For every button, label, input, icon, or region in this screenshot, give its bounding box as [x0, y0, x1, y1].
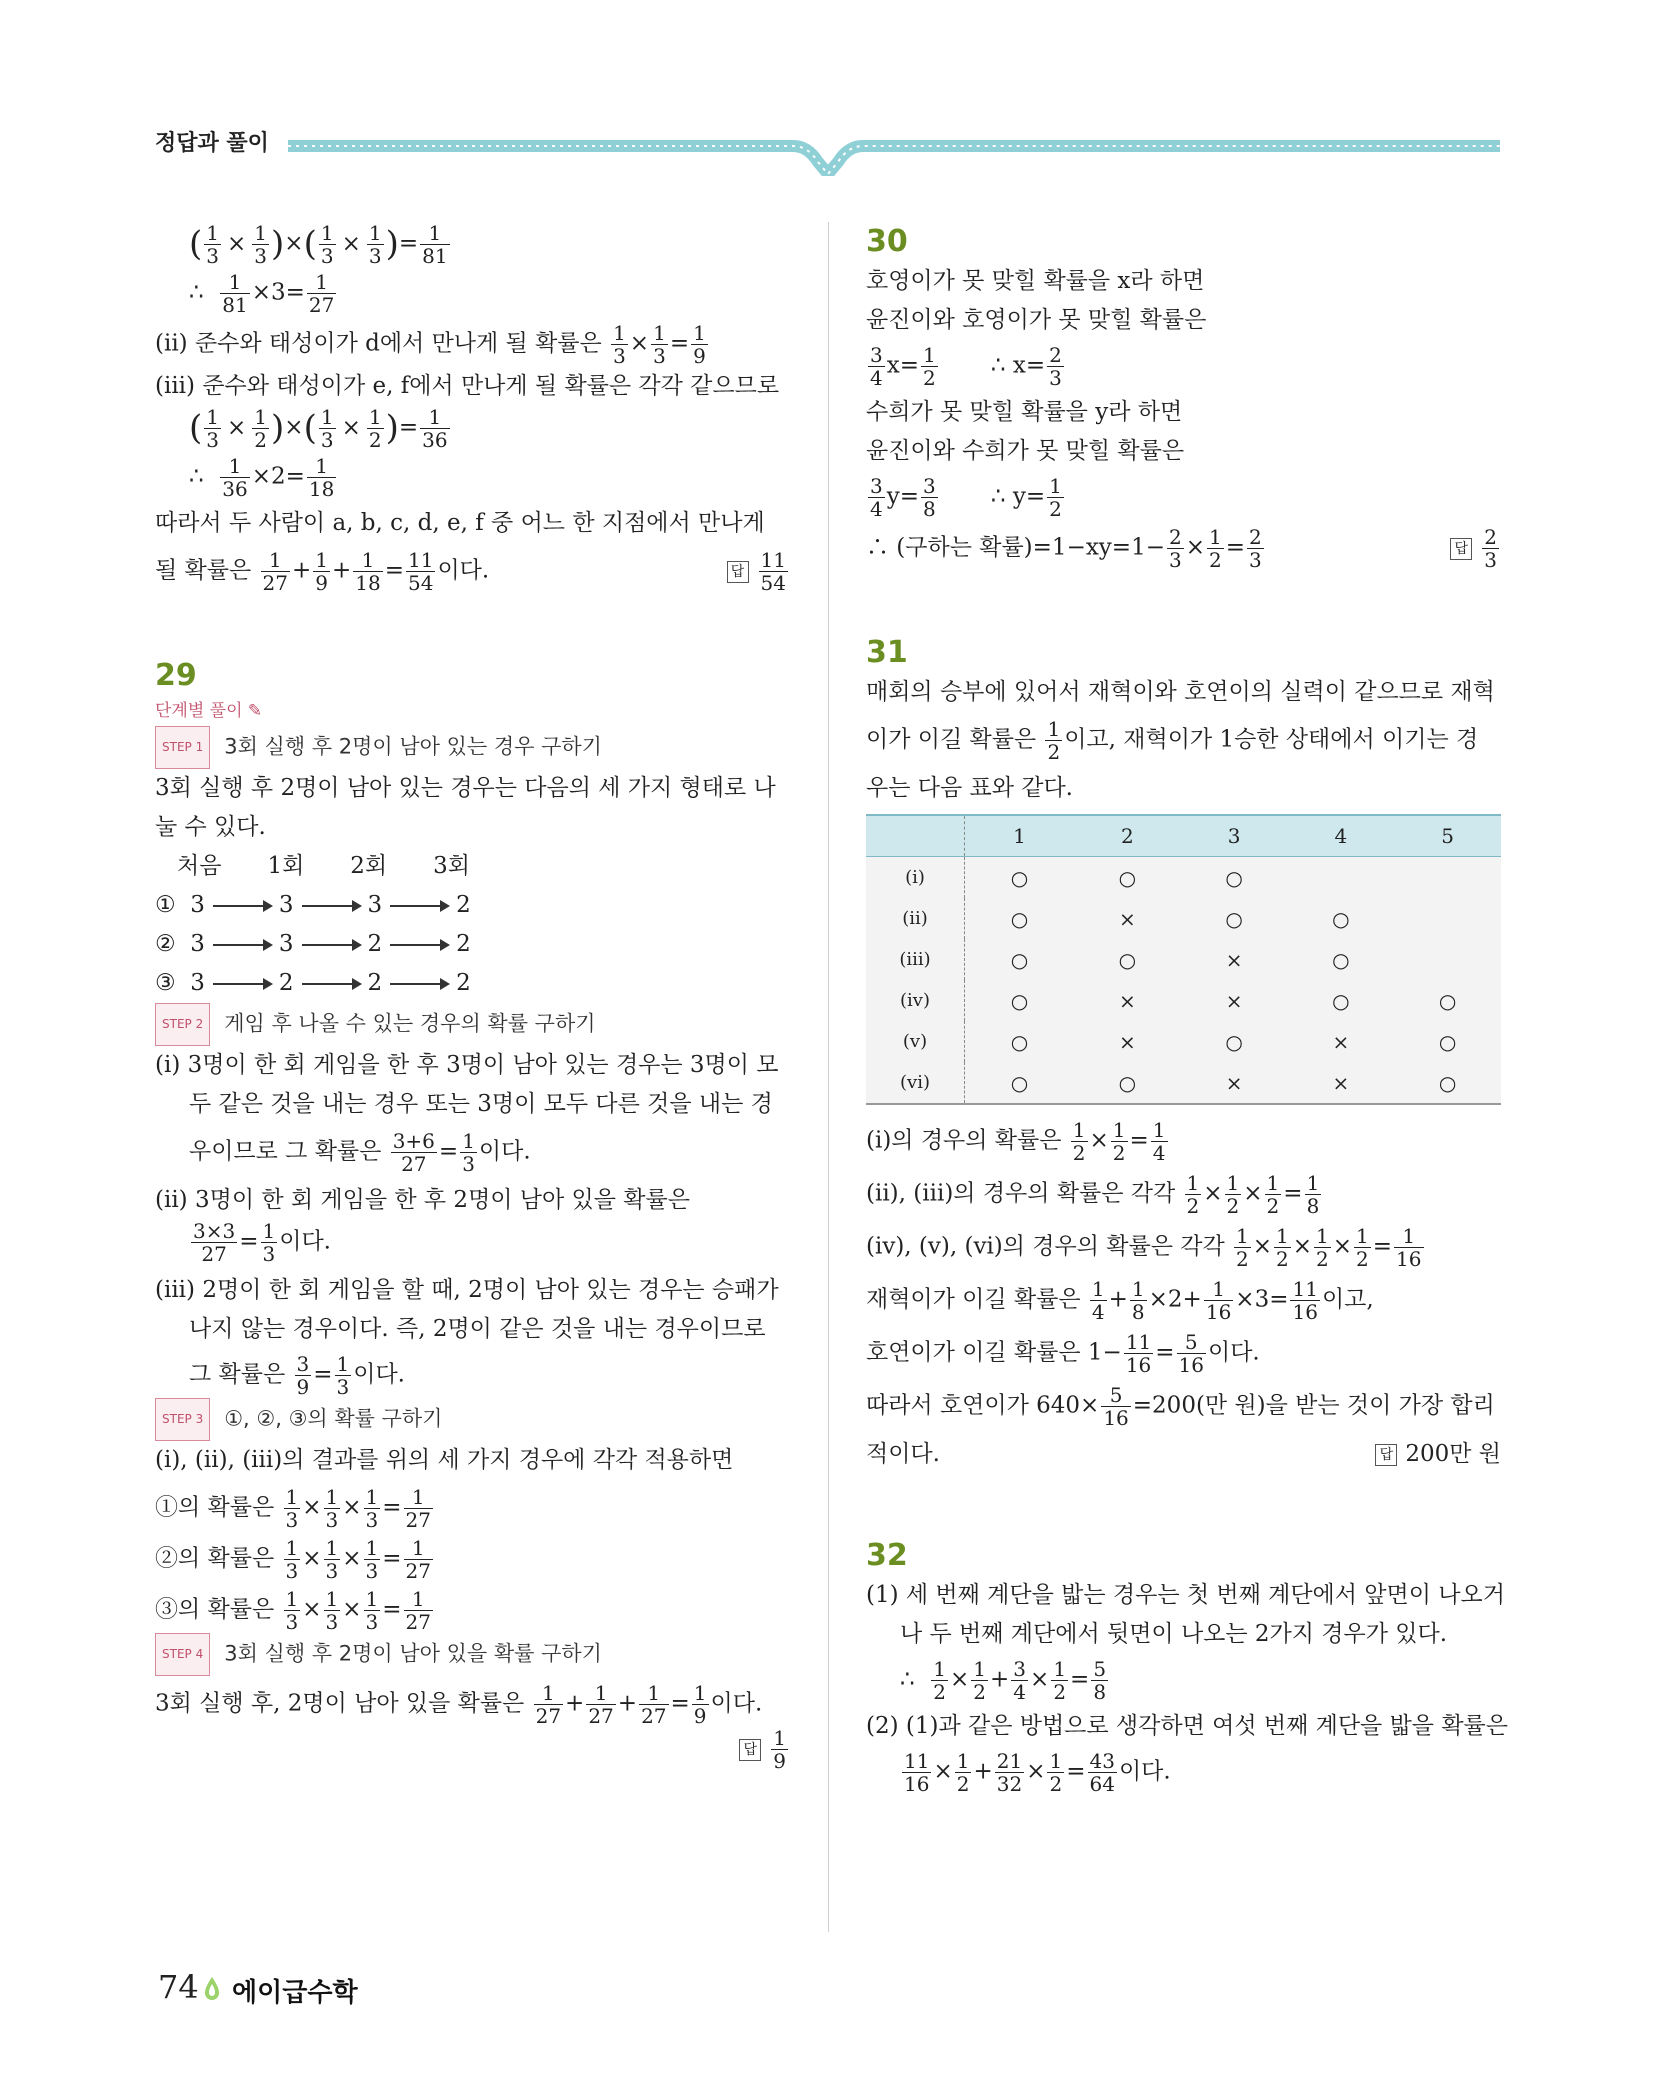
table-cell: ○: [1181, 898, 1288, 939]
table-cell: (ii): [866, 898, 965, 939]
answer-29: 답 $\frac{1}{9}$: [739, 1727, 790, 1772]
table-header-cell: 1: [965, 815, 1074, 857]
text-line: 이가 이길 확률은 $\frac{1}{2}$ 이고, 재혁이가 1승한 상태에서 이기는 경: [866, 717, 1479, 764]
step-badge: STEP 3: [155, 1398, 210, 1441]
problem-number-32: 32: [866, 1538, 908, 1573]
table-cell: ×: [1074, 898, 1181, 939]
text-line: 매회의 승부에 있어서 재혁이와 호연이의 실력이 같으므로 재혁: [866, 679, 1495, 705]
text-line: 우는 다음 표와 같다.: [866, 775, 1073, 801]
case-row: ② 3 3 2 2: [155, 931, 471, 957]
eq-line: 재혁이가 이길 확률은 $\frac{1}{4}$ + $\frac{1}{8}$ ×2+ $\frac{1}{16}$ ×3= $\frac{11}{16}$ 이고,: [866, 1277, 1374, 1324]
table-cell: ×: [1181, 980, 1288, 1021]
answer-28: 답 $\frac{11}{54}$: [727, 549, 790, 594]
eq-line: ∴ (구하는 확률)=1−xy=1− $\frac{2}{3}$ × $\frac{1}{2}$ = $\frac{2}{3}$ 답 $\frac{2}{3}$: [866, 526, 1501, 571]
text-line: 그 확률은 $\frac{3}{9}$ = $\frac{1}{3}$ 이다.: [189, 1352, 405, 1399]
right-column: [866, 222, 1508, 1796]
win-case-table: [866, 814, 1501, 1105]
table-cell: ○: [965, 939, 1074, 980]
text-line: (ii) 준수와 태성이가 d에서 만나게 될 확률은 $\frac{1}{3}$ × $\frac{1}{3}$ = $\frac{1}{9}$: [155, 321, 706, 368]
text-line: 3회 실행 후 2명이 남아 있는 경우는 다음의 세 가지 형태로 나: [155, 775, 776, 801]
text-line: (2) (1)과 같은 방법으로 생각하면 여섯 번째 계단을 밟을 확률은: [866, 1713, 1508, 1739]
eq-line: 3회 실행 후, 2명이 남아 있을 확률은 $\frac{1}{27}$ + $\frac{1}{27}$ + $\frac{1}{27}$ = $\frac{1}{9}$ 이다.: [155, 1681, 763, 1728]
step-solution-label: 단계별 풀이 ✎: [155, 701, 263, 721]
text-line: 윤진이와 호영이가 못 맞힐 확률은: [866, 307, 1207, 333]
table-header-cell: 4: [1287, 815, 1394, 857]
arrow-icon: [213, 944, 271, 946]
text-line: (i) 3명이 한 회 게임을 한 후 3명이 남아 있는 경우는 3명이 모: [155, 1052, 779, 1078]
eq-line: $\frac{3}{4}$ y= $\frac{3}{8}$ ∴ y= $\frac{1}{2}$: [870, 474, 1062, 521]
arrow-icon: [213, 983, 271, 985]
step-badge: STEP 1: [155, 726, 210, 769]
text-line: (ii) 3명이 한 회 게임을 한 후 2명이 남아 있을 확률은: [155, 1187, 690, 1213]
table-cell: ○: [1287, 980, 1394, 1021]
text-line: 눌 수 있다.: [155, 814, 266, 840]
table-cell: ○: [965, 1062, 1074, 1104]
table-cell: ×: [1287, 1021, 1394, 1062]
arrow-icon: [302, 983, 360, 985]
arrow-icon: [390, 944, 448, 946]
eq-line: 따라서 호연이가 640× $\frac{5}{16}$ =200(만 원)을 받는 것이 가장 합리: [866, 1383, 1495, 1430]
table-cell: ○: [1074, 857, 1181, 899]
answer-31: 답 200만 원: [1375, 1435, 1501, 1474]
eq-line: (ii), (iii)의 경우의 확률은 각각 $\frac{1}{2}$ × $\frac{1}{2}$ × $\frac{1}{2}$ = $\frac{1}{8}$: [866, 1171, 1320, 1218]
eq-line: $\frac{11}{16}$ × $\frac{1}{2}$ + $\frac{21}{32}$ × $\frac{1}{2}$ = $\frac{43}{64}$ 이다.: [904, 1749, 1171, 1796]
problem-number-31: 31: [866, 635, 908, 670]
text-line: 호영이가 못 맞힐 확률을 x라 하면: [866, 268, 1205, 294]
arrow-icon: [213, 905, 271, 907]
left-column: [155, 222, 790, 1779]
table-cell: [1287, 857, 1394, 899]
table-cell: ○: [1181, 857, 1288, 899]
case-row: ③ 3 2 2 2: [155, 970, 471, 996]
table-cell: ×: [1181, 939, 1288, 980]
table-header-cell: [866, 815, 965, 857]
step-heading: STEP 4 3회 실행 후 2명이 남아 있을 확률 구하기: [155, 1633, 790, 1676]
step-badge: STEP 2: [155, 1003, 210, 1046]
table-row: [866, 1062, 1501, 1104]
arrow-icon: [390, 983, 448, 985]
table-cell: ○: [965, 857, 1074, 899]
header-rule: [288, 126, 1500, 176]
table-header-row: [866, 815, 1501, 857]
eq-line: ( $\frac{1}{3}$ × $\frac{1}{2}$ )×( $\frac{1}{3}$ × $\frac{1}{2}$ )= $\frac{1}{36}$: [189, 405, 448, 452]
step-heading: STEP 2 게임 후 나올 수 있는 경우의 확률 구하기: [155, 1003, 790, 1046]
stage-header: 처음 1회 2회 3회: [177, 853, 471, 879]
answer-mark-icon: 답: [1375, 1444, 1397, 1466]
text-line: 될 확률은 $\frac{1}{27}$ + $\frac{1}{9}$ + $\frac{1}{18}$ = $\frac{11}{54}$ 이다. 답 $\frac{11}{54}$: [155, 549, 790, 594]
table-cell: ○: [1394, 1021, 1501, 1062]
table-header-cell: 5: [1394, 815, 1501, 857]
text-line: 나지 않는 경우이다. 즉, 2명이 같은 것을 내는 경우이므로: [189, 1316, 766, 1342]
table-cell: (i): [866, 857, 965, 899]
answer-row: [155, 1727, 790, 1779]
table-cell: (vi): [866, 1062, 965, 1104]
text-line: (iii) 2명이 한 회 게임을 할 때, 2명이 남아 있는 경우는 승패가: [155, 1277, 779, 1303]
eq-line: ∴ $\frac{1}{36}$ ×2= $\frac{1}{18}$: [189, 454, 335, 501]
table-cell: ×: [1181, 1062, 1288, 1104]
table-cell: ×: [1074, 980, 1181, 1021]
answer-mark-icon: 답: [727, 561, 749, 583]
case-row: ① 3 3 3 2: [155, 892, 471, 918]
arrow-icon: [390, 905, 448, 907]
eq-line: $\frac{3}{4}$ x= $\frac{1}{2}$ ∴ x= $\frac{2}{3}$: [870, 343, 1062, 390]
eq-line: ③의 확률은 $\frac{1}{3}$ × $\frac{1}{3}$ × $\frac{1}{3}$ = $\frac{1}{27}$: [155, 1587, 431, 1634]
table-cell: [1394, 857, 1501, 899]
table-cell: [1394, 939, 1501, 980]
table-cell: ○: [1287, 898, 1394, 939]
table-cell: ○: [1074, 1062, 1181, 1104]
problem-number-30: 30: [866, 224, 908, 259]
table-cell: [1394, 898, 1501, 939]
text-line: 우이므로 그 확률은 $\frac{3+6}{27}$ = $\frac{1}{3}$ 이다.: [189, 1129, 531, 1176]
answer-30: 답 $\frac{2}{3}$: [1450, 526, 1501, 571]
table-cell: ○: [1181, 1021, 1288, 1062]
table-cell: (iii): [866, 939, 965, 980]
brand-name: 에이급수학: [232, 1978, 358, 2008]
page-header-title: 정답과 풀이: [155, 131, 269, 156]
text-line: 적이다. 답 200만 원: [866, 1435, 1501, 1474]
text-line: 윤진이와 수희가 못 맞힐 확률은: [866, 438, 1185, 464]
text-line: 따라서 두 사람이 a, b, c, d, e, f 중 어느 한 지점에서 만나게: [155, 510, 765, 536]
answer-mark-icon: 답: [739, 1739, 761, 1761]
text-line: (1) 세 번째 계단을 밟는 경우는 첫 번째 계단에서 앞면이 나오거: [866, 1582, 1505, 1608]
text-line: 수희가 못 맞힐 확률을 y라 하면: [866, 399, 1183, 425]
pencil-icon: ✎: [242, 701, 263, 721]
table-cell: ○: [1074, 939, 1181, 980]
eq-line: (i)의 경우의 확률은 $\frac{1}{2}$ × $\frac{1}{2}$ = $\frac{1}{4}$: [866, 1118, 1166, 1165]
table-cell: ○: [965, 1021, 1074, 1062]
text-line: (i), (ii), (iii)의 결과를 위의 세 가지 경우에 각각 적용하면: [155, 1447, 734, 1473]
table-cell: (v): [866, 1021, 965, 1062]
table-cell: ×: [1074, 1021, 1181, 1062]
eq-line: (iv), (v), (vi)의 경우의 확률은 각각 $\frac{1}{2}$ × $\frac{1}{2}$ × $\frac{1}{2}$ × $\frac{1}{2}$ = $\frac{1}{16}$: [866, 1224, 1422, 1271]
text-line: 나 두 번째 계단에서 뒷면이 나오는 2가지 경우가 있다.: [900, 1621, 1448, 1647]
table-cell: ○: [1287, 939, 1394, 980]
step-heading: STEP 1 3회 실행 후 2명이 남아 있는 경우 구하기: [155, 726, 790, 769]
page-number: 74: [158, 1968, 199, 2006]
problem-number-29: 29: [155, 658, 197, 693]
table-cell: ○: [965, 980, 1074, 1021]
eq-line: ②의 확률은 $\frac{1}{3}$ × $\frac{1}{3}$ × $\frac{1}{3}$ = $\frac{1}{27}$: [155, 1536, 431, 1583]
table-header-cell: 3: [1181, 815, 1288, 857]
eq-line: ①의 확률은 $\frac{1}{3}$ × $\frac{1}{3}$ × $\frac{1}{3}$ = $\frac{1}{27}$: [155, 1485, 431, 1532]
text-line: (iii) 준수와 태성이가 e, f에서 만나게 될 확률은 각각 같으므로: [155, 373, 780, 399]
column-divider: [828, 222, 829, 1932]
table-row: [866, 939, 1501, 980]
eq-line: 호연이가 이길 확률은 1− $\frac{11}{16}$ = $\frac{5}{16}$ 이다.: [866, 1330, 1260, 1377]
arrow-icon: [302, 905, 360, 907]
arrow-icon: [302, 944, 360, 946]
eq-line: ∴ $\frac{1}{2}$ × $\frac{1}{2}$ + $\frac{3}{4}$ × $\frac{1}{2}$ = $\frac{5}{8}$: [900, 1657, 1107, 1704]
table-row: [866, 980, 1501, 1021]
text-line: 두 같은 것을 내는 경우 또는 3명이 모두 다른 것을 내는 경: [189, 1091, 773, 1117]
table-row: [866, 857, 1501, 899]
table-cell: (iv): [866, 980, 965, 1021]
step-badge: STEP 4: [155, 1633, 210, 1676]
table-row: [866, 1021, 1501, 1062]
table-cell: ○: [965, 898, 1074, 939]
eq-line: $\frac{3\times 3}{27}$ = $\frac{1}{3}$ 이다.: [193, 1219, 331, 1266]
table-cell: ×: [1287, 1062, 1394, 1104]
eq-line: ∴ $\frac{1}{81}$ ×3= $\frac{1}{27}$: [189, 270, 335, 317]
table-cell: ○: [1394, 980, 1501, 1021]
table-header-cell: 2: [1074, 815, 1181, 857]
table-row: [866, 898, 1501, 939]
eq-line: ( $\frac{1}{3}$ × $\frac{1}{3}$ )×( $\frac{1}{3}$ × $\frac{1}{3}$ )= $\frac{1}{81}$: [189, 221, 448, 268]
answer-mark-icon: 답: [1450, 538, 1472, 560]
brand-drop-icon: [203, 1976, 221, 2002]
table-cell: ○: [1394, 1062, 1501, 1104]
step-heading: STEP 3 ①, ②, ③의 확률 구하기: [155, 1398, 790, 1441]
